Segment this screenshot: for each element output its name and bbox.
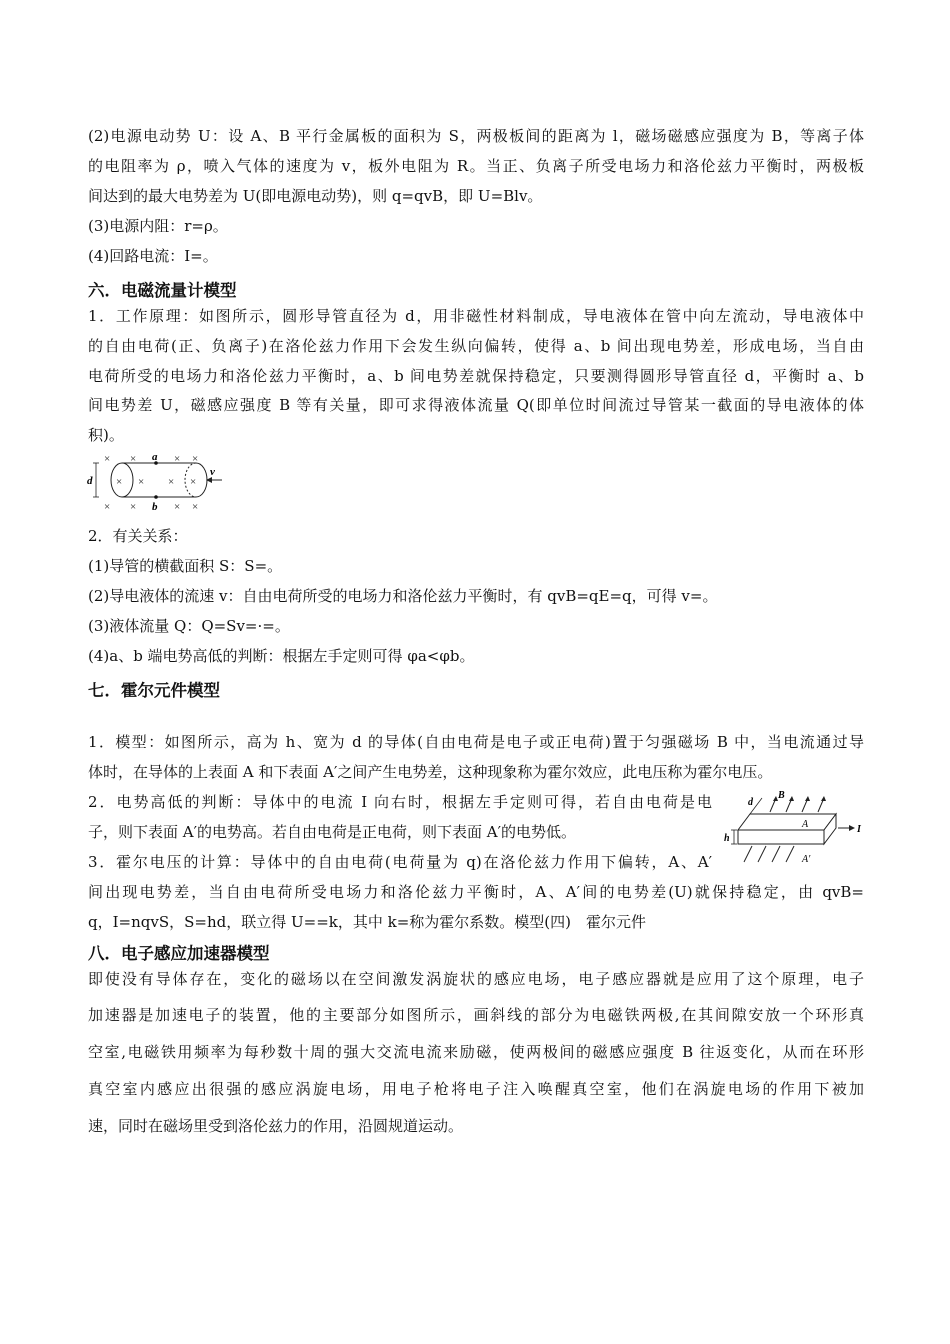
cross-mark: × [130,501,137,512]
cross-mark: × [168,476,175,488]
text-line: (3)电源内阻：r=ρ。 [88,217,228,235]
label-h: h [724,833,730,844]
height-marker [731,830,737,844]
cross-mark: × [104,501,111,512]
label-a: a [152,452,158,463]
text-line: 间电势差 U，磁感应强度 B 等有关量，即可求得液体流量 Q(即单位时间流过导管某一截面的导电液体的体 [88,396,864,414]
conductor-block [738,814,836,844]
text-line: 体时，在导体的上表面 A 和下表面 A′之间产生电势差，这种现象称为霍尔效应，此电压称为霍尔电压。 [88,763,773,781]
text-line: (2)电源电动势 U：设 A、B 平行金属板的面积为 S，两极板间的距离为 l，磁场磁感应强度为 B，等离子体 [88,127,864,145]
text-line: 间出现电势差，当自由电荷所受电场力和洛伦兹力平衡时，A、A′间的电势差(U)就保持稳定，由 qvB= [88,883,864,901]
text-line: 2．有关关系： [88,527,188,545]
text-line: 2．电势高低的判断：导体中的电流 I 向右时，根据左手定则可得，若自由电荷是电 [88,793,712,811]
text-line: (1)导管的横截面积 S：S=。 [88,557,283,575]
label-d: d [748,797,753,808]
text-line: 即使没有导体存在，变化的磁场以在空间激发涡旋状的感应电场，电子感应器就是应用了这个原理，电子 [88,970,864,988]
field-lines-below [744,846,794,862]
text-line: 空室,电磁铁用频率为每秒数十周的强大交流电流来励磁，使两极间的磁感应强度 B 往返变化，从而在环形 [88,1043,864,1061]
cross-mark: × [138,476,145,488]
label-d: d [87,475,93,487]
text-line: 真空室内感应出很强的感应涡旋电场，用电子枪将电子注入唤醒真空室，他们在涡旋电场的作用下被加 [88,1080,864,1098]
cross-mark: × [130,453,137,465]
cross-mark: × [174,453,181,465]
hall-element-figure [722,788,866,868]
text-line: q，I=nqvS，S=hd，联立得 U==k，其中 k=称为霍尔系数。模型(四) 霍尔元件 [88,913,646,931]
text-line: 加速器是加速电子的装置，他的主要部分如图所示，画斜线的部分为电磁铁两极,在其间隙安放一个环形真 [88,1006,864,1024]
section-heading: 八．电子感应加速器模型 [88,944,270,963]
cross-mark: × [174,501,181,512]
label-b: b [152,501,158,512]
text-line: 1．模型：如图所示，高为 h、宽为 d 的导体(自由电荷是电子或正电荷)置于匀强磁场 B 中，当电流通过导 [88,733,864,751]
text-line: (2)导电液体的流速 v：自由电荷所受的电场力和洛伦兹力平衡时，有 qvB=qE=q，可得 v=。 [88,587,718,605]
text-line: 速，同时在磁场里受到洛伦兹力的作用，沿圆规道运动。 [88,1117,464,1135]
text-line: 的自由电荷(正、负离子)在洛伦兹力作用下会发生纵向偏转，使得 a、b 间出现电势差，形成电场，当自由 [88,337,864,355]
text-line: 的电阻率为 ρ，喷入气体的速度为 v，板外电阻为 R。当正、负离子所受电场力和洛伦兹力平衡时，两极板 [88,157,864,175]
cross-mark: × [190,476,197,488]
text-line: 积)。 [88,426,124,444]
label-I: I [857,824,861,835]
cross-mark: × [192,453,199,465]
cross-mark: × [116,476,123,488]
label-A-top: A [802,819,809,830]
text-line: 电荷所受的电场力和洛伦兹力平衡时，a、b 间电势差就保持稳定，只要测得圆形导管直径 d，平衡时 a、b [88,367,864,385]
text-line: (4)回路电流：I=。 [88,247,218,265]
label-A-bottom: A′ [802,854,811,865]
cross-mark: × [104,453,111,465]
electrode-b [154,495,158,499]
text-line: (4)a、b 端电势高低的判断：根据左手定则可得 φa<φb。 [88,647,475,665]
label-v: v [210,466,215,478]
current-arrow [838,825,855,831]
section-heading: 七．霍尔元件模型 [88,681,220,700]
text-line: 3．霍尔电压的计算：导体中的自由电荷(电荷量为 q)在洛伦兹力作用下偏转，A、A′ [88,853,712,871]
text-line: 间达到的最大电势差为 U(即电源电动势)，则 q=qvB，即 U=Blv。 [88,187,543,205]
flowmeter-figure [84,452,226,512]
label-B: B [778,790,785,801]
cross-mark: × [192,501,199,512]
text-line: 1．工作原理：如图所示，圆形导管直径为 d，用非磁性材料制成，导电液体在管中向左流动，导电液体中 [88,307,864,325]
text-line: (3)液体流量 Q：Q=Sv=·=。 [88,617,290,635]
text-line: 子，则下表面 A′的电势高。若自由电荷是正电荷，则下表面 A′的电势低。 [88,823,577,841]
diameter-marker [93,463,99,497]
section-heading: 六．电磁流量计模型 [88,281,237,300]
